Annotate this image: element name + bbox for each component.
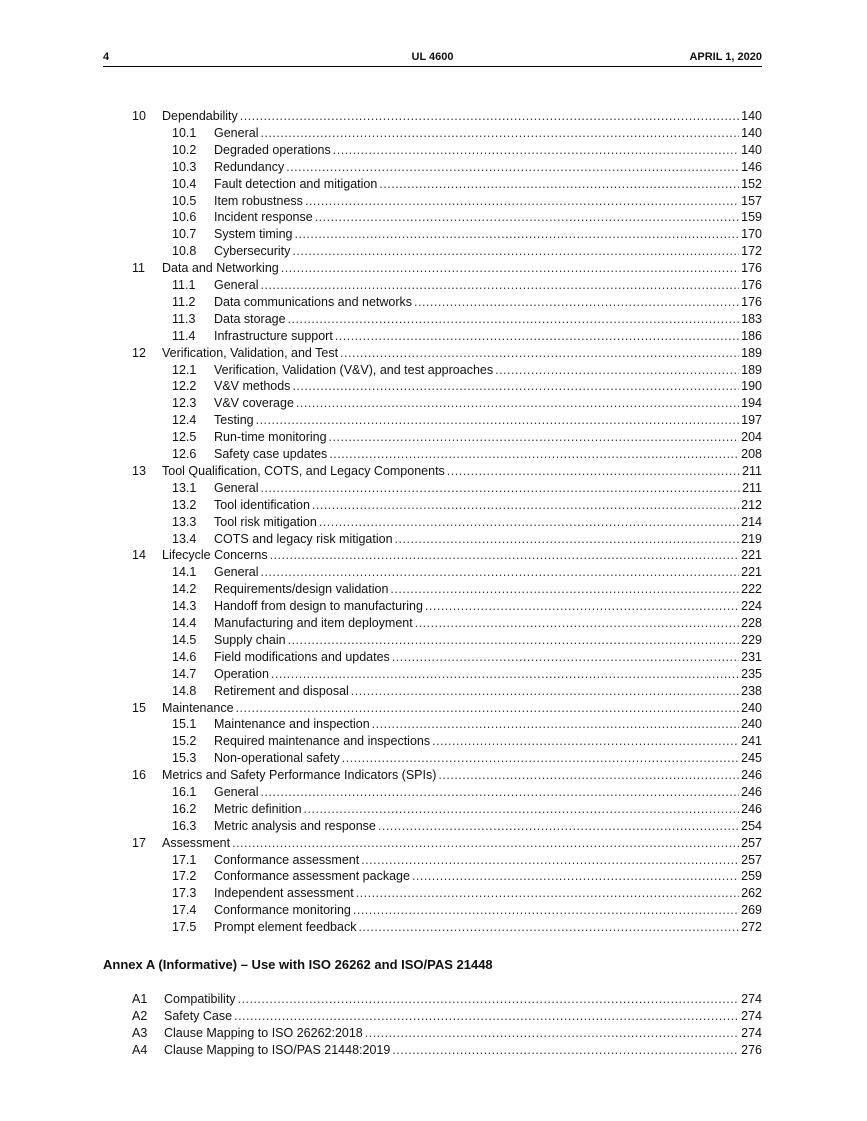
entry-title: System timing: [214, 227, 293, 241]
entry-title: Field modifications and updates: [214, 650, 390, 664]
entry-page: 276: [741, 1043, 762, 1057]
toc-entry: [172, 564, 762, 581]
header-document-title: UL 4600: [411, 51, 454, 63]
entry-title: Assessment: [162, 836, 231, 850]
dot-leader: [240, 108, 739, 125]
entry-page: 172: [741, 244, 762, 258]
toc-entry: [172, 277, 762, 294]
entry-number: 17.4: [172, 903, 197, 917]
entry-page: 186: [741, 329, 762, 343]
dot-leader: [395, 531, 740, 548]
entry-page: 219: [741, 532, 762, 546]
toc-entry: [172, 378, 762, 395]
entry-number: 16: [132, 768, 146, 782]
dot-leader: [412, 868, 739, 885]
header-date: APRIL 1, 2020: [689, 51, 762, 63]
toc-entry: [172, 818, 762, 835]
entry-page: 212: [741, 498, 762, 512]
toc-entry: [132, 345, 762, 362]
entry-number: 16.3: [172, 819, 197, 833]
dot-leader: [292, 378, 739, 395]
entry-page: 197: [741, 413, 762, 427]
dot-leader: [260, 480, 740, 497]
dot-leader: [333, 142, 739, 159]
entry-page: 176: [741, 278, 762, 292]
entry-number: 17: [132, 836, 146, 850]
dot-leader: [379, 176, 739, 193]
entry-number: 14.3: [172, 599, 197, 613]
toc-entry: [172, 429, 762, 446]
entry-title: Lifecycle Concerns: [162, 548, 268, 562]
entry-page: 254: [741, 819, 762, 833]
toc-entry: [172, 902, 762, 919]
dot-leader: [425, 598, 739, 615]
dot-leader: [304, 801, 740, 818]
entry-title: Data communications and networks: [214, 295, 413, 309]
toc-entry: [172, 666, 762, 683]
toc-entry: [172, 294, 762, 311]
entry-page: 269: [741, 903, 762, 917]
entry-page: 274: [741, 1026, 762, 1040]
entry-title: Compatibility: [164, 992, 236, 1006]
toc-entry: [132, 1025, 762, 1042]
toc-entry: [172, 581, 762, 598]
entry-number: 12.4: [172, 413, 197, 427]
entry-number: 17.1: [172, 853, 197, 867]
dot-leader: [232, 835, 739, 852]
toc-entry: [132, 108, 762, 125]
dot-leader: [378, 818, 739, 835]
dot-leader: [234, 1008, 739, 1025]
entry-page: 245: [741, 751, 762, 765]
entry-title: General: [214, 126, 259, 140]
entry-title: Dependability: [162, 109, 238, 123]
dot-leader: [414, 294, 739, 311]
entry-number: A2: [132, 1009, 148, 1023]
toc-entry: [172, 852, 762, 869]
entry-page: 189: [741, 346, 762, 360]
entry-title: COTS and legacy risk mitigation: [214, 532, 393, 546]
entry-number: 14.7: [172, 667, 197, 681]
dot-leader: [372, 716, 739, 733]
entry-title: Tool risk mitigation: [214, 515, 317, 529]
entry-number: 13.4: [172, 532, 197, 546]
dot-leader: [390, 581, 739, 598]
entry-number: 10.1: [172, 126, 197, 140]
entry-page: 183: [741, 312, 762, 326]
entry-page: 228: [741, 616, 762, 630]
entry-title: General: [214, 481, 259, 495]
dot-leader: [256, 412, 740, 429]
entry-page: 211: [742, 481, 762, 495]
entry-page: 194: [741, 396, 762, 410]
toc-entry: [172, 683, 762, 700]
entry-page: 211: [742, 464, 762, 478]
toc-entry: [172, 362, 762, 379]
entry-number: 10.6: [172, 210, 197, 224]
entry-page: 272: [741, 920, 762, 934]
toc-entry: [132, 260, 762, 277]
entry-number: 14.5: [172, 633, 197, 647]
entry-page: 157: [741, 194, 762, 208]
entry-page: 274: [741, 992, 762, 1006]
entry-page: 204: [741, 430, 762, 444]
dot-leader: [356, 885, 739, 902]
entry-title: Conformance monitoring: [214, 903, 351, 917]
entry-page: 214: [741, 515, 762, 529]
entry-number: 10.3: [172, 160, 197, 174]
entry-page: 224: [741, 599, 762, 613]
toc-entry: [172, 412, 762, 429]
dot-leader: [351, 683, 739, 700]
entry-number: 15.1: [172, 717, 197, 731]
toc-entry: [132, 700, 762, 717]
toc-entry: [172, 885, 762, 902]
entry-title: General: [214, 565, 259, 579]
dot-leader: [335, 328, 739, 345]
entry-number: 16.1: [172, 785, 197, 799]
entry-number: 13.1: [172, 481, 197, 495]
dot-leader: [329, 446, 739, 463]
entry-number: 13: [132, 464, 146, 478]
dot-leader: [288, 632, 740, 649]
entry-number: 10.5: [172, 194, 197, 208]
entry-title: Clause Mapping to ISO 26262:2018: [164, 1026, 363, 1040]
entry-title: Verification, Validation (V&V), and test approaches: [214, 363, 494, 377]
toc-entry: [172, 598, 762, 615]
dot-leader: [292, 243, 739, 260]
dot-leader: [365, 1025, 739, 1042]
entry-page: 170: [741, 227, 762, 241]
entry-title: Operation: [214, 667, 269, 681]
dot-leader: [438, 767, 739, 784]
dot-leader: [260, 564, 739, 581]
dot-leader: [238, 991, 740, 1008]
entry-page: 238: [741, 684, 762, 698]
entry-title: Requirements/design validation: [214, 582, 389, 596]
toc-entry: [172, 328, 762, 345]
entry-title: Prompt element feedback: [214, 920, 357, 934]
entry-page: 241: [741, 734, 762, 748]
toc-entry: [132, 835, 762, 852]
entry-number: 14.1: [172, 565, 197, 579]
dot-leader: [295, 226, 740, 243]
toc-entry: [172, 615, 762, 632]
toc-entry: [172, 176, 762, 193]
entry-page: 231: [741, 650, 762, 664]
dot-leader: [392, 1042, 739, 1059]
toc-entry: [172, 497, 762, 514]
entry-page: 240: [741, 717, 762, 731]
toc-entry: [172, 649, 762, 666]
entry-title: Manufacturing and item deployment: [214, 616, 413, 630]
entry-number: 17.5: [172, 920, 197, 934]
entry-title: Safety case updates: [214, 447, 328, 461]
entry-page: 229: [741, 633, 762, 647]
dot-leader: [260, 784, 739, 801]
entry-page: 262: [741, 886, 762, 900]
entry-number: 10.4: [172, 177, 197, 191]
entry-title: Infrastructure support: [214, 329, 333, 343]
entry-page: 246: [741, 802, 762, 816]
page-header: [103, 50, 762, 67]
entry-title: Handoff from design to manufacturing: [214, 599, 423, 613]
dot-leader: [236, 700, 740, 717]
toc-entry: [172, 784, 762, 801]
toc-entry: [172, 311, 762, 328]
entry-title: Metric definition: [214, 802, 302, 816]
entry-number: 14.2: [172, 582, 197, 596]
dot-leader: [353, 902, 739, 919]
entry-number: 13.3: [172, 515, 197, 529]
entry-title: Conformance assessment package: [214, 869, 410, 883]
toc-entry: [172, 750, 762, 767]
dot-leader: [270, 547, 740, 564]
toc-entry: [172, 632, 762, 649]
entry-page: 222: [741, 582, 762, 596]
toc-entry: [172, 125, 762, 142]
entry-title: Supply chain: [214, 633, 286, 647]
entry-title: Maintenance: [162, 701, 234, 715]
entry-page: 221: [741, 565, 762, 579]
entry-title: Required maintenance and inspections: [214, 734, 431, 748]
toc-entry: [172, 142, 762, 159]
dot-leader: [312, 497, 739, 514]
entry-number: 15: [132, 701, 146, 715]
entry-number: 12: [132, 346, 146, 360]
entry-page: 190: [741, 379, 762, 393]
toc-entry: [172, 716, 762, 733]
toc-entry: [172, 209, 762, 226]
toc-entry: [172, 514, 762, 531]
dot-leader: [342, 750, 739, 767]
toc-entry: [172, 159, 762, 176]
entry-number: 12.6: [172, 447, 197, 461]
dot-leader: [447, 463, 740, 480]
dot-leader: [260, 277, 739, 294]
entry-page: 176: [741, 261, 762, 275]
dot-leader: [415, 615, 739, 632]
entry-title: Maintenance and inspection: [214, 717, 370, 731]
toc-entry: [172, 243, 762, 260]
dot-leader: [495, 362, 739, 379]
entry-title: Run-time monitoring: [214, 430, 327, 444]
entry-page: 159: [741, 210, 762, 224]
entry-title: V&V coverage: [214, 396, 294, 410]
entry-page: 152: [741, 177, 762, 191]
entry-title: Incident response: [214, 210, 313, 224]
dot-leader: [315, 209, 739, 226]
dot-leader: [288, 311, 740, 328]
entry-number: 11.1: [172, 278, 196, 292]
dot-leader: [319, 514, 739, 531]
entry-number: 12.5: [172, 430, 197, 444]
entry-number: A4: [132, 1043, 148, 1057]
entry-title: Cybersecurity: [214, 244, 291, 258]
entry-title: General: [214, 785, 259, 799]
entry-title: Metric analysis and response: [214, 819, 376, 833]
entry-number: 16.2: [172, 802, 197, 816]
entry-number: 12.2: [172, 379, 197, 393]
entry-title: Fault detection and mitigation: [214, 177, 378, 191]
entry-title: V&V methods: [214, 379, 291, 393]
entry-number: 14.4: [172, 616, 197, 630]
entry-number: 10.7: [172, 227, 197, 241]
entry-title: Clause Mapping to ISO/PAS 21448:2019: [164, 1043, 391, 1057]
entry-number: 11.2: [172, 295, 196, 309]
toc-entry: [172, 226, 762, 243]
entry-title: Degraded operations: [214, 143, 331, 157]
entry-page: 257: [741, 853, 762, 867]
dot-leader: [281, 260, 739, 277]
toc-entry: [172, 733, 762, 750]
entry-page: 246: [741, 785, 762, 799]
dot-leader: [358, 919, 739, 936]
entry-number: 14.6: [172, 650, 197, 664]
dot-leader: [271, 666, 739, 683]
toc-entry: [172, 446, 762, 463]
toc-entry: [132, 1042, 762, 1059]
entry-number: 13.2: [172, 498, 197, 512]
toc-entry: [172, 868, 762, 885]
entry-title: Testing: [214, 413, 254, 427]
entry-title: General: [214, 278, 259, 292]
toc-entry: [172, 801, 762, 818]
toc-entry: [132, 1008, 762, 1025]
entry-title: Verification, Validation, and Test: [162, 346, 339, 360]
annex-heading: Annex A (Informative) – Use with ISO 26262 and ISO/PAS 21448: [103, 957, 493, 972]
entry-number: 12.1: [172, 363, 197, 377]
dot-leader: [296, 395, 739, 412]
entry-title: Non-operational safety: [214, 751, 340, 765]
toc-entry: [132, 547, 762, 564]
entry-title: Retirement and disposal: [214, 684, 349, 698]
entry-page: 246: [741, 768, 762, 782]
entry-number: 12.3: [172, 396, 197, 410]
entry-number: 17.2: [172, 869, 197, 883]
entry-page: 140: [741, 143, 762, 157]
entry-page: 221: [741, 548, 762, 562]
entry-title: Metrics and Safety Performance Indicators (SPIs): [162, 768, 437, 782]
entry-title: Independent assessment: [214, 886, 354, 900]
entry-number: 10: [132, 109, 146, 123]
toc-entry: [172, 395, 762, 412]
entry-title: Data storage: [214, 312, 286, 326]
entry-page: 208: [741, 447, 762, 461]
dot-leader: [286, 159, 739, 176]
entry-title: Item robustness: [214, 194, 303, 208]
dot-leader: [392, 649, 739, 666]
entry-number: 15.2: [172, 734, 197, 748]
entry-number: 14.8: [172, 684, 197, 698]
toc-entry: [172, 531, 762, 548]
entry-page: 176: [741, 295, 762, 309]
dot-leader: [340, 345, 739, 362]
toc-entry: [132, 463, 762, 480]
entry-title: Safety Case: [164, 1009, 233, 1023]
toc-entry: [172, 919, 762, 936]
dot-leader: [305, 193, 739, 210]
entry-number: 11: [132, 261, 145, 275]
entry-number: 11.4: [172, 329, 196, 343]
entry-number: 10.8: [172, 244, 197, 258]
entry-title: Tool identification: [214, 498, 310, 512]
entry-title: Tool Qualification, COTS, and Legacy Components: [162, 464, 445, 478]
entry-number: 17.3: [172, 886, 197, 900]
entry-number: A3: [132, 1026, 148, 1040]
entry-number: 11.3: [172, 312, 196, 326]
dot-leader: [432, 733, 739, 750]
entry-page: 259: [741, 869, 762, 883]
entry-page: 140: [741, 126, 762, 140]
toc-entry: [132, 767, 762, 784]
entry-page: 257: [741, 836, 762, 850]
entry-title: Data and Networking: [162, 261, 279, 275]
entry-page: 240: [741, 701, 762, 715]
entry-number: 15.3: [172, 751, 197, 765]
entry-number: 14: [132, 548, 146, 562]
entry-title: Conformance assessment: [214, 853, 360, 867]
entry-page: 274: [741, 1009, 762, 1023]
entry-page: 140: [741, 109, 762, 123]
toc-entry: [132, 991, 762, 1008]
header-page-number: 4: [103, 51, 110, 63]
entry-page: 189: [741, 363, 762, 377]
toc-entry: [172, 480, 762, 497]
entry-page: 146: [741, 160, 762, 174]
entry-number: 10.2: [172, 143, 197, 157]
entry-title: Redundancy: [214, 160, 285, 174]
dot-leader: [361, 852, 739, 869]
dot-leader: [260, 125, 739, 142]
entry-page: 235: [741, 667, 762, 681]
dot-leader: [329, 429, 740, 446]
entry-number: A1: [132, 992, 148, 1006]
toc-entry: [172, 193, 762, 210]
